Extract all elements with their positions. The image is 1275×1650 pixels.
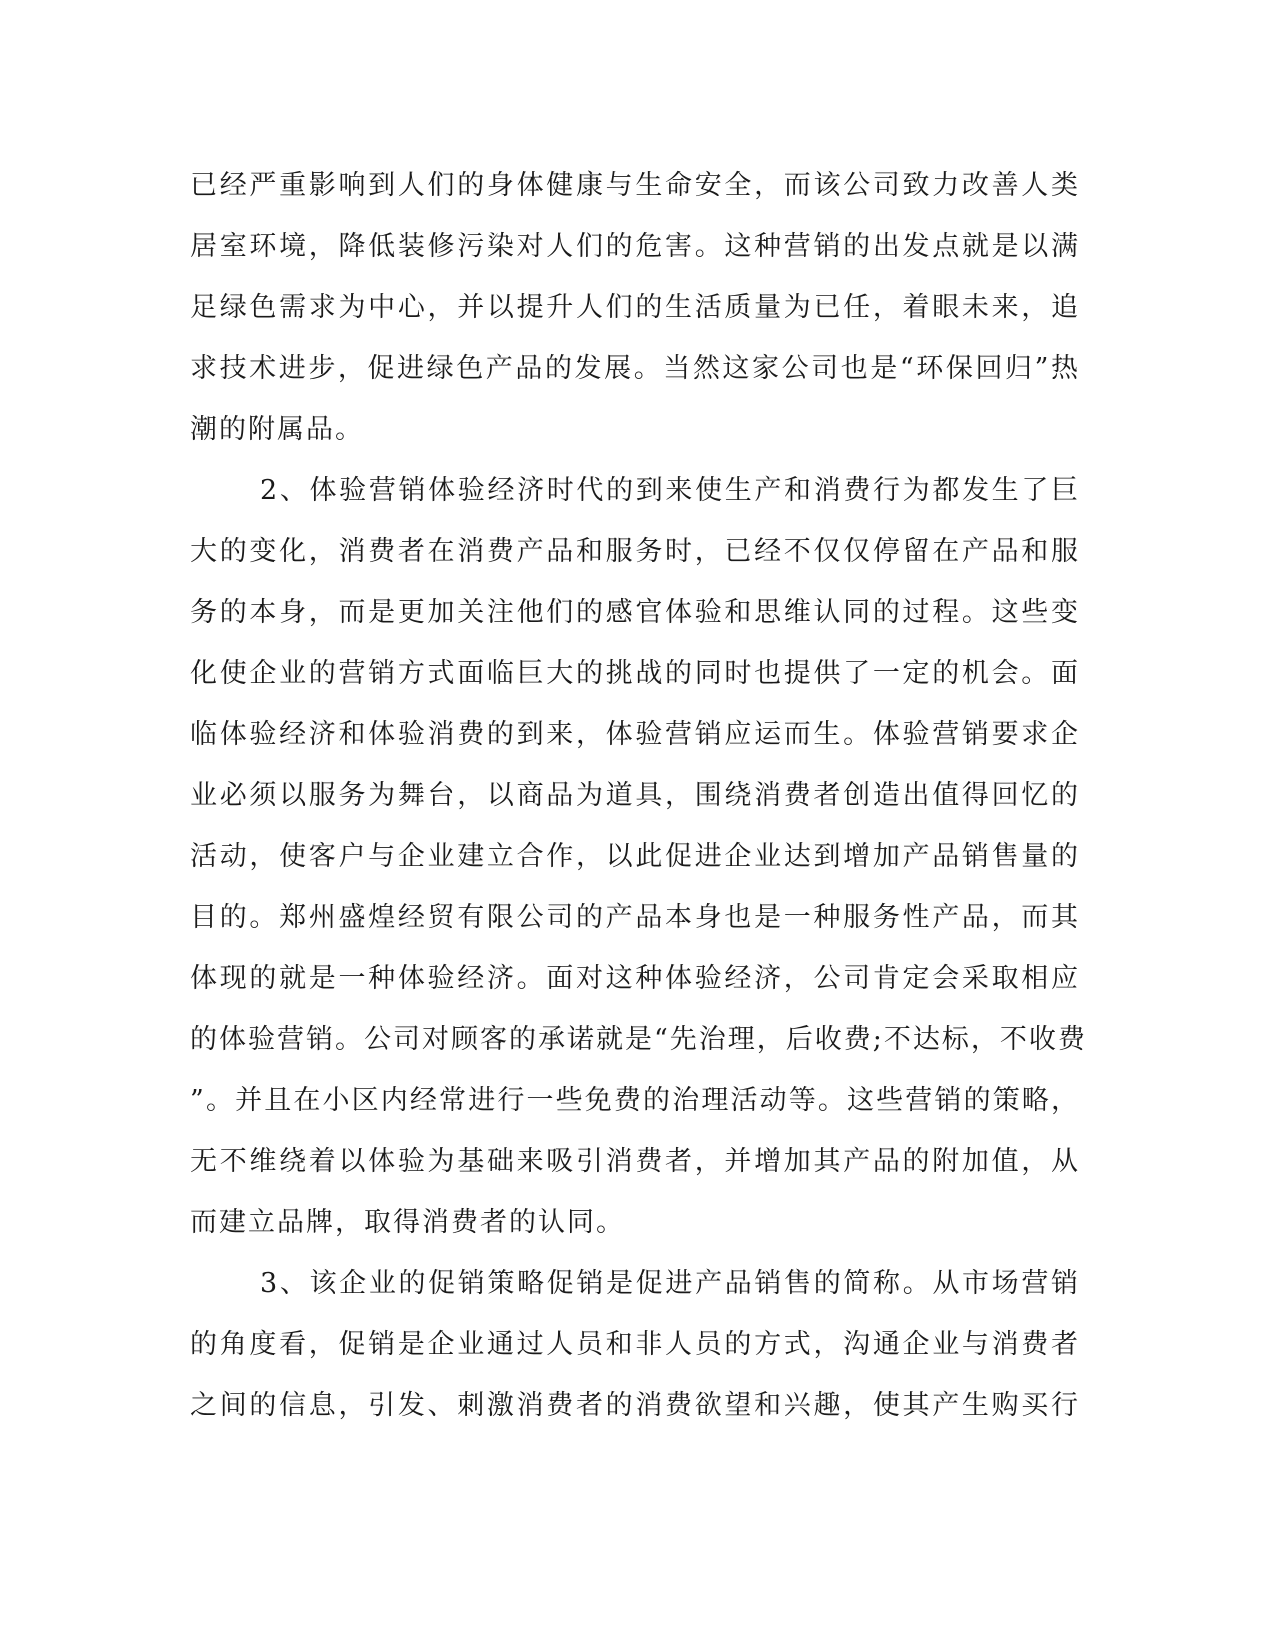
paragraph-2-start: 2、体验营销体验经济时代的到来使生产和消费行为都发生了巨 <box>260 475 1080 506</box>
text-line: 之间的信息，引发、刺激消费者的消费欲望和兴趣，使其产生购买行 <box>190 1390 1080 1421</box>
text-line: 目的。郑州盛煌经贸有限公司的产品本身也是一种服务性产品，而其 <box>190 902 1080 933</box>
text-line: 临体验经济和体验消费的到来，体验营销应运而生。体验营销要求企 <box>190 719 1080 750</box>
body-text <box>190 155 1087 1436</box>
text-line: 求技术进步，促进绿色产品的发展。当然这家公司也是“环保回归”热 <box>190 353 1080 384</box>
text-line: 的角度看，促销是企业通过人员和非人员的方式，沟通企业与消费者 <box>190 1329 1080 1360</box>
paragraph-3-start: 3、该企业的促销策略促销是促进产品销售的简称。从市场营销 <box>260 1268 1080 1299</box>
text-line: 化使企业的营销方式面临巨大的挑战的同时也提供了一定的机会。面 <box>190 658 1080 689</box>
text-line: 已经严重影响到人们的身体健康与生命安全，而该公司致力改善人类 <box>190 170 1080 201</box>
text-line: 活动，使客户与企业建立合作，以此促进企业达到增加产品销售量的 <box>190 841 1080 872</box>
text-line: 业必须以服务为舞台，以商品为道具，围绕消费者创造出值得回忆的 <box>190 780 1080 811</box>
text-line: 无不维绕着以体验为基础来吸引消费者，并增加其产品的附加值，从 <box>190 1146 1080 1177</box>
text-line: 足绿色需求为中心，并以提升人们的生活质量为已任，着眼未来，追 <box>190 292 1080 323</box>
text-line: 居室环境，降低装修污染对人们的危害。这种营销的出发点就是以满 <box>190 231 1080 262</box>
text-line: 的体验营销。公司对顾客的承诺就是“先治理，后收费;不达标，不收费 <box>190 1024 1087 1055</box>
text-line: 潮的附属品。 <box>190 414 364 445</box>
text-line: 大的变化，消费者在消费产品和服务时，已经不仅仅停留在产品和服 <box>190 536 1080 567</box>
text-line: 而建立品牌，取得消费者的认同。 <box>190 1207 625 1238</box>
text-line: 体现的就是一种体验经济。面对这种体验经济，公司肯定会采取相应 <box>190 963 1080 994</box>
text-line: 务的本身，而是更加关注他们的感官体验和思维认同的过程。这些变 <box>190 597 1080 628</box>
text-line: ”。并且在小区内经常进行一些免费的治理活动等。这些营销的策略， <box>190 1085 1080 1116</box>
